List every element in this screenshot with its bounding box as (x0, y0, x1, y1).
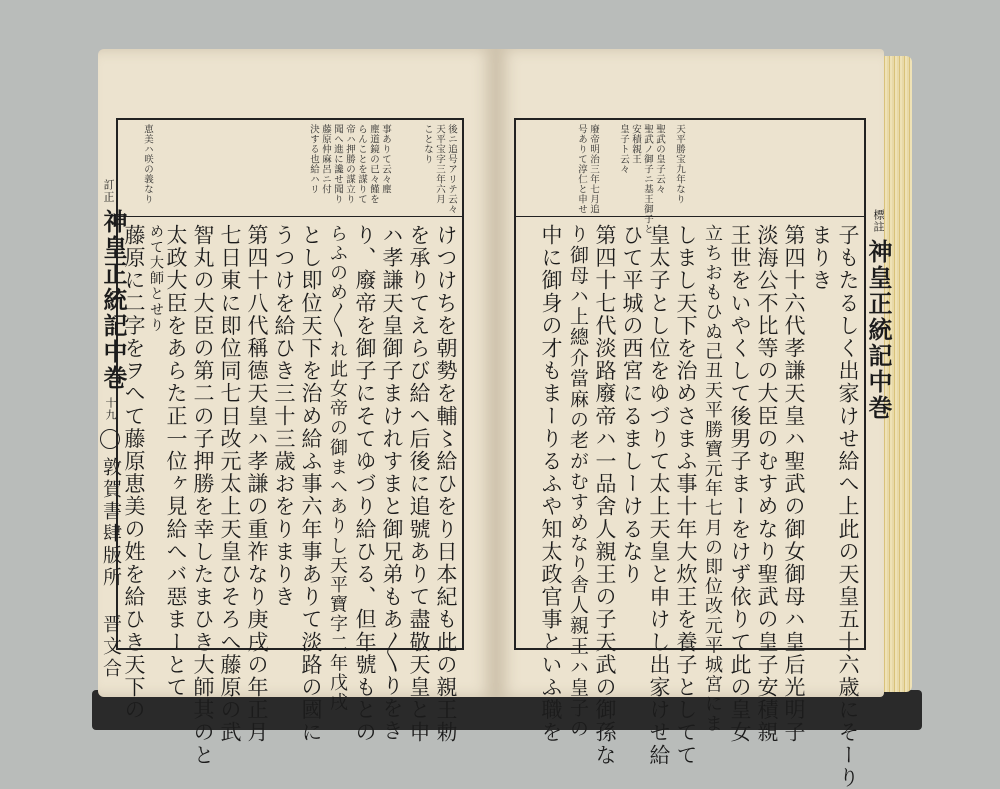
right-note: 安積親王 (630, 124, 641, 164)
text-column: 第四十八代稱德天皇ハ孝謙の重祚なり庚戌の年正月 (245, 224, 269, 744)
text-column: めて大師とせり (148, 224, 164, 334)
right-book-title: 神皇正統記中巻 (864, 239, 893, 421)
text-column: 藤原に二字をヲへて藤原恵美の姓を給ひき天下の (122, 224, 146, 722)
right-note: 聖武の皇子云々 (654, 124, 665, 194)
text-column: 子もたるしく出家けせ給へ上此の天皇五十六歳にそーり (836, 224, 860, 789)
text-column: うつけを給ひき三十三歳おをりまりき (272, 224, 296, 609)
publisher-imprint: 敦賀書肆版所 晋文合 (100, 457, 122, 680)
text-column: 第四十六代孝謙天皇ハ聖武の御女御母ハ皇后光明子 (782, 224, 806, 744)
text-column: 第四十七代淡路廢帝ハ一品舍人親王の子天武の御孫な (593, 224, 617, 767)
left-label: 訂正 (102, 179, 115, 203)
right-label: 標註 (872, 209, 885, 233)
left-note: 恵美ハ咲の義なり (142, 124, 153, 204)
right-note: 聖武ノ御子ニ基王御子と (642, 124, 653, 234)
right-note: 皇子ト云々 (618, 124, 629, 174)
right-text-frame (514, 118, 866, 789)
text-column: らふのめ〳〵れ此女帝の御まへありし天平寶字二年戊戌 (327, 224, 348, 713)
right-header-rule (516, 216, 864, 217)
page-number: 十九 (104, 397, 117, 421)
right-note: 号ありて淳仁と申せ (576, 124, 587, 214)
right-note: 天平勝宝九年なり (674, 124, 685, 204)
circle-mark (100, 429, 120, 449)
text-column: 七日東に即位同七日改元太上天皇ひそろへ藤原の武 (218, 224, 242, 744)
left-header-rule (118, 216, 462, 217)
left-book-title: 神皇正統記中巻 (99, 209, 128, 391)
left-note: ことなり (422, 124, 433, 164)
text-column: ハ孝謙天皇御子まけれすまと御兄弟もあ〳〵りをき (380, 224, 404, 743)
text-column: ひて平城の西宮にるましーけるなり (620, 224, 644, 586)
text-column: 智丸の大臣の第二の子押勝を幸したまひき大師其のと (191, 224, 215, 767)
left-note: 帝ハ押勝の謀立り (344, 124, 355, 204)
text-column: 王世をいやくして後男子まーをけず依りて此の皇女 (728, 224, 752, 744)
left-page (98, 49, 496, 767)
text-column: り御母ハ上總介當麻の老がむすめなり舎人親王ハ皇子の (567, 224, 589, 739)
text-column: まりき (809, 224, 833, 292)
text-column: を承りてえらび給へ后後に追號ありて盡敬天皇と申 (407, 224, 431, 744)
left-note: らんことを謀りて (356, 124, 367, 204)
text-column: けつけちを朝勢を輔〻給ひをり日本紀も此の親王勅 (434, 224, 458, 744)
text-column: 立ちおもひぬ己丑天平勝寶元年七月の即位改元平城宮にま (702, 224, 723, 734)
left-note: 後ニ追号アリテ云々 (446, 124, 457, 214)
left-note: 聞へ進に讒せ聞り (332, 124, 343, 204)
text-column: とし即位天下を治め給ふ事六年事ありて淡路の國に (299, 224, 323, 744)
left-note: 藤原仲麻呂ニ付 (320, 124, 331, 194)
left-note: 事ありて云々塵 (380, 124, 391, 194)
left-note: 塵道鏡の已々饉を (368, 124, 379, 204)
text-column: しまし天下を治めさまふ事十年大炊王を養子としてて (674, 224, 698, 767)
left-note: 決する也給ハリ (308, 124, 319, 194)
left-note: 天平宝字三年六月 (434, 124, 445, 204)
left-text-frame (116, 118, 464, 767)
right-note: 廢帝明治三年七月追 (588, 124, 599, 214)
text-column: 太政大臣をあらた正一位ヶ見給へバ惡まーとて (164, 224, 188, 699)
text-column: 淡海公不比等の大臣のむすめなり聖武の皇子安積親 (755, 224, 779, 744)
text-column: 中に御身の才もまーりるふや知太政官事といふ職を (539, 224, 563, 744)
right-page (496, 49, 893, 789)
text-column: 皇太子とし位をゆづりて太上天皇と申けし出家けせ給 (647, 224, 671, 767)
text-column: り、廢帝を御子にそてゆづり給ひる、但年號もとの (353, 224, 377, 744)
